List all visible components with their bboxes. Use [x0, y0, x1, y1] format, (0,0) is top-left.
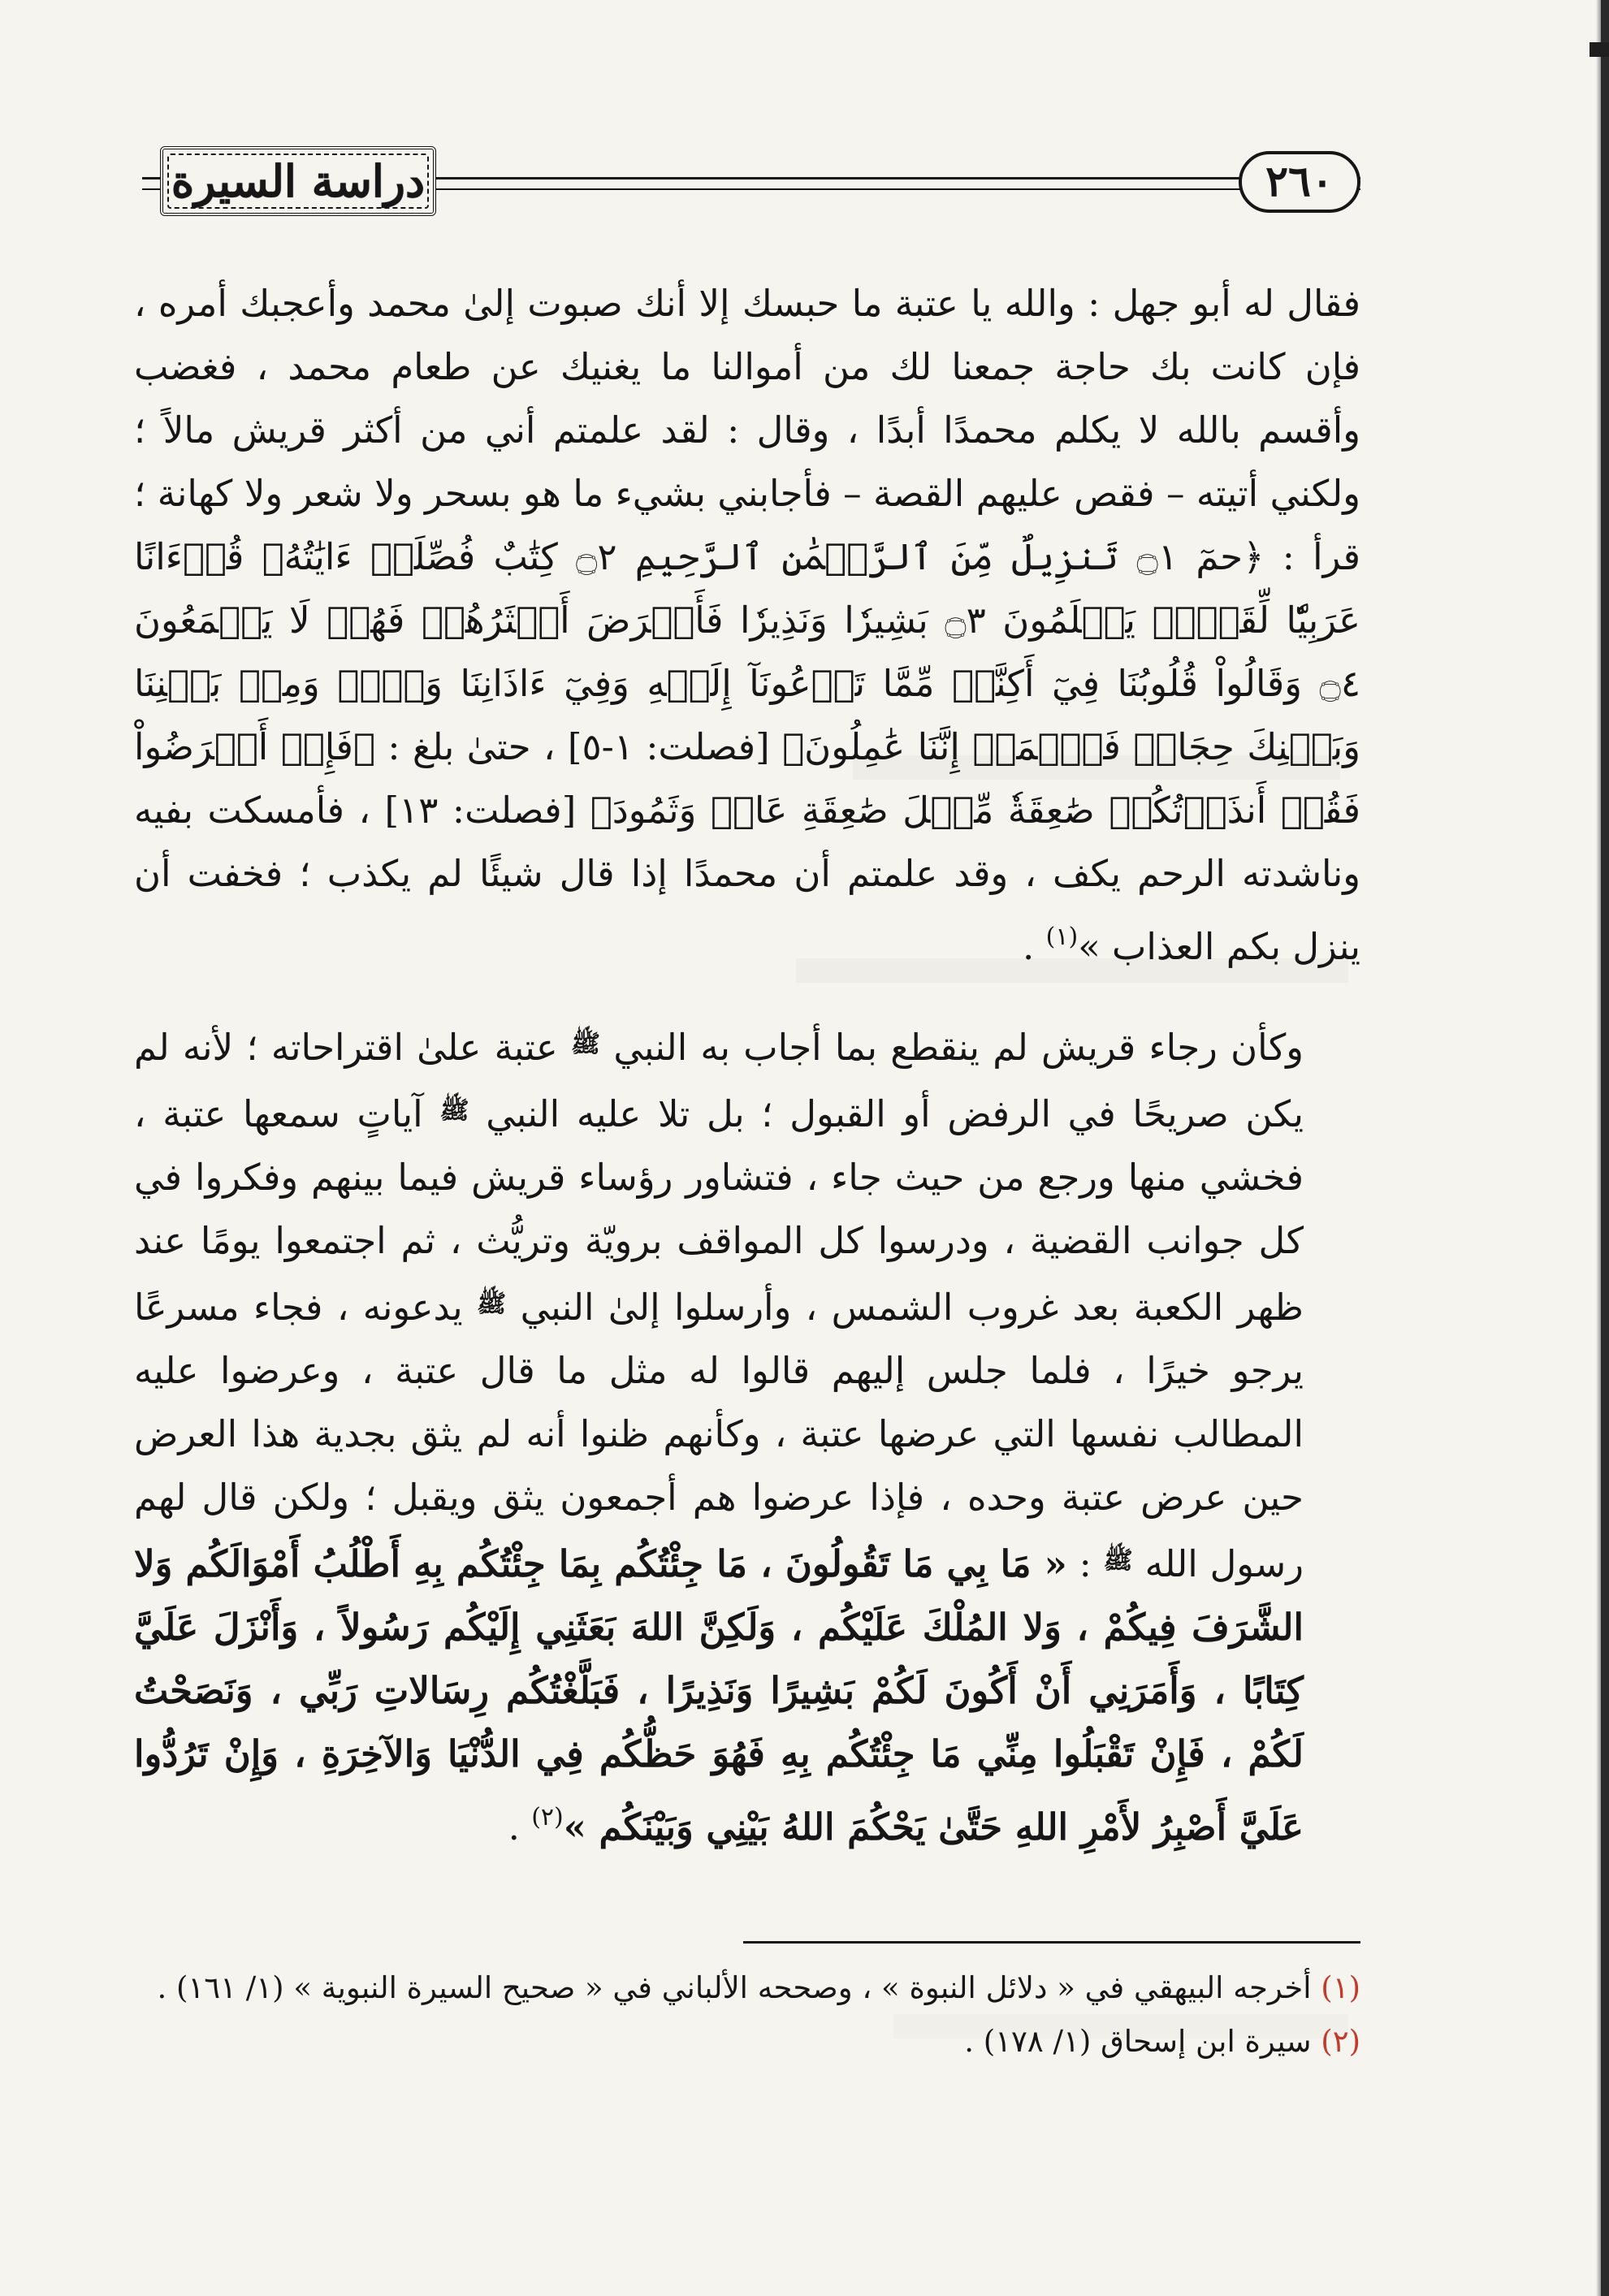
- salawat-ligature: ﷺ: [570, 1030, 601, 1058]
- running-title-frame: [160, 146, 436, 216]
- page-header: [142, 146, 1360, 227]
- paragraph-2: [134, 1013, 1360, 1859]
- footnotes: [134, 1961, 1360, 2069]
- text-run: فقال له أبو جهل : والله يا عتبة ما حبسك إلا أنك صبوت إلىٰ محمد وأعجبك أمره ، فإن كانت بك حاجة جمعنا لك من أموالنا ما يغنيك عن طعام محمد ، فغضب وأقسم بالله لا يكلم محمدًا أبدًا ، وقال : لقد علمتم أني من أكثر قريش مالاً ؛ ولكني أتيته – فقص عليهم القصة – فأجابني بشيء ما هو بسحر ولا شعر ولا كهانة ؛ قرأ :: [134, 282, 1361, 578]
- footnote-text: سيرة ابن إسحاق (١/ ١٧٨) .: [964, 2024, 1321, 2059]
- salawat-ligature: ﷺ: [439, 1096, 469, 1125]
- salawat-ligature: ﷺ: [477, 1290, 507, 1318]
- scan-edge: [1601, 0, 1609, 2296]
- footnote-ref: (٢): [531, 1803, 564, 1831]
- footnote-separator: [743, 1941, 1360, 1944]
- footnote-1: [134, 1961, 1360, 2015]
- paragraph-1: [134, 272, 1360, 979]
- page-number: ٢٦٠: [1265, 157, 1334, 206]
- text-run: وكأن رجاء قريش لم ينقطع بما أجاب به النبي: [600, 1026, 1304, 1069]
- text-run: :: [1066, 1542, 1104, 1585]
- scan-edge-mark: [1590, 42, 1609, 57]
- footnote-2: [134, 2015, 1360, 2069]
- hadith-quote: « مَا بِي مَا تَقُولُونَ ، مَا جِئْتُكُم بِمَا جِئْتُكُم بِهِ أَطْلُبُ أَمْوَالَكُم وَلا الشَّرَفَ فِيكُمْ ، وَلا المُلْكَ عَلَيْكُم ، وَلَكِنَّ اللهَ بَعَثَنِي إِلَيْكُم رَسُولاً ، وَأَنْزَلَ عَلَيَّ كِتَابًا ، وَأَمَرَنِي أَنْ أَكُونَ لَكُمْ بَشِيرًا وَنَذِيرًا ، فَبَلَّغْتُكُم رِسَالاتِ رَبِّي ، وَنَصَحْتُ لَكُمْ ، فَإِنْ تَقْبَلُوا مِنِّي مَا جِئْتُكُم بِهِ فَهُوَ حَظُّكُم فِي الدُّنْيَا وَالآخِرَةِ ، وَإِنْ تَرُدُّوا عَلَيَّ أَصْبِرُ لأَمْرِ اللهِ حَتَّىٰ يَحْكُمَ اللهُ بَيْنِي وَبَيْنَكُم »: [134, 1542, 1304, 1848]
- text-run: [فصلت: ١٣] ، فأمسكت بفيه وناشدته الرحم يكف ، وقد علمتم أن محمدًا إذا قال شيئًا لم يكذب ؛ فخفت أن ينزل بكم العذاب »: [134, 789, 1360, 968]
- footnote-number: (٢): [1321, 2024, 1360, 2059]
- footnote-number: (١): [1321, 1970, 1360, 2005]
- text-run: عتبة علىٰ اقتراحاته ؛ لأنه لم يكن صريحًا في الرفض أو القبول ؛ بل تلا عليه النبي: [134, 1026, 1304, 1135]
- text-run: .: [508, 1805, 532, 1848]
- quran-citation: [فصلت: ١-٥] ، حتىٰ بلغ :: [374, 725, 783, 768]
- page-number-frame: [1239, 151, 1360, 213]
- salawat-ligature: ﷺ: [1103, 1546, 1133, 1575]
- footnote-text: أخرجه البيهقي في « دلائل النبوة » ، وصححه الألباني في « صحيح السيرة النبوية » (١/ ١٦١) .: [157, 1970, 1321, 2005]
- text-run: آياتٍ سمعها عتبة ، فخشي منها ورجع من حيث جاء ، فتشاور رؤساء قريش فيما بينهم وفكروا في كل جوانب القضية ، ودرسوا كل المواقف برويّة وتريُّث ، ثم اجتمعوا يومًا عند ظهر الكعبة بعد غروب الشمس ، وأرسلوا إلىٰ النبي: [134, 1092, 1304, 1329]
- running-title: دراسة السيرة: [171, 155, 426, 207]
- quran-quote: ﴿فَإِنۡ أَعۡرَضُواْ فَقُلۡ أَنذَرۡتُكُمۡ صَٰعِقَةٗ مِّثۡلَ صَٰعِقَةِ عَادٖ وَثَمُودَ﴾: [134, 725, 1361, 832]
- footnote-ref: (١): [1045, 923, 1079, 951]
- quran-quote: ﴿حمٓ ۝١ تَنزِيلٌ مِّنَ ٱلرَّحۡمَٰنِ ٱلرَّحِيمِ ۝٢ كِتَٰبٌ فُصِّلَتۡ ءَايَٰتُهُۥ قُرۡءَانًا عَرَبِيّٗا لِّقَوۡمٖ يَعۡلَمُونَ ۝٣ بَشِيرٗا وَنَذِيرٗا فَأَعۡرَضَ أَكۡثَرُهُمۡ فَهُمۡ لَا يَسۡمَعُونَ ۝٤ وَقَالُواْ قُلُوبُنَا فِيٓ أَكِنَّةٖ مِّمَّا تَدۡعُونَآ إِلَيۡهِ وَفِيٓ ءَاذَانِنَا وَقۡرٞ وَمِنۢ بَيۡنِنَا وَبَيۡنِكَ حِجَابٞ فَٱعۡمَلۡ إِنَّنَا عَٰمِلُونَ﴾: [134, 535, 1361, 768]
- text-run: .: [1023, 925, 1046, 968]
- text-run: يدعونه ، فجاء مسرعًا يرجو خيرًا ، فلما جلس إليهم قالوا له مثل ما قال عتبة ، وعرضوا عليه المطالب نفسها التي عرضها عتبة ، وكأنهم ظنوا أنه لم يثق بجدية هذا العرض حين عرض عتبة وحده ، فإذا عرضوا هم أجمعون يثق ويقبل ؛ ولكن قال لهم رسول الله: [134, 1286, 1304, 1585]
- main-text: [134, 272, 1360, 1859]
